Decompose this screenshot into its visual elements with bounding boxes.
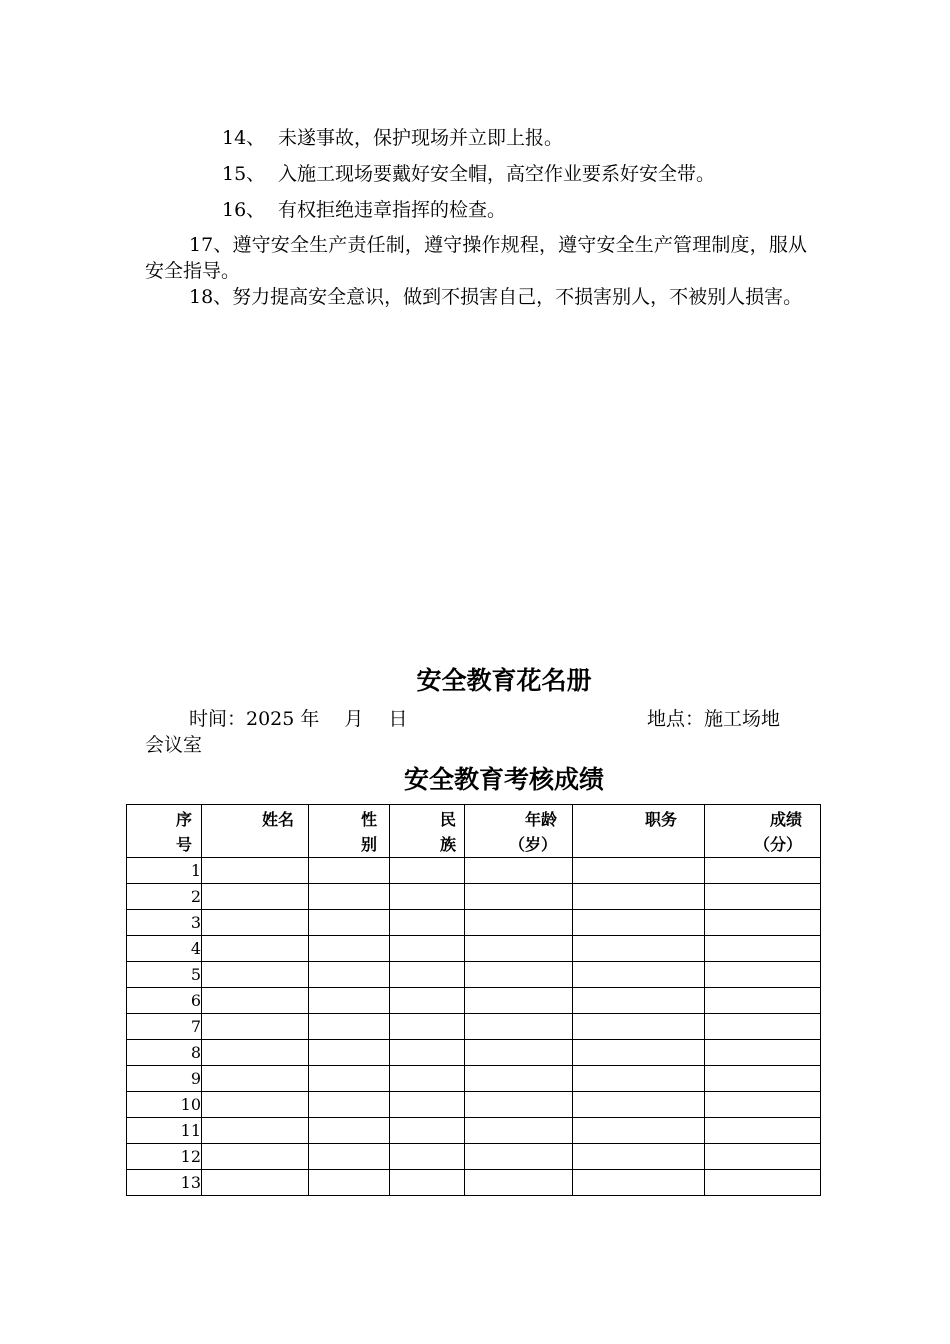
cell-ethnic[interactable] bbox=[390, 1014, 465, 1040]
cell-name[interactable] bbox=[202, 1014, 309, 1040]
cell-position[interactable] bbox=[573, 1170, 705, 1196]
cell-age[interactable] bbox=[465, 988, 573, 1014]
cell-score[interactable] bbox=[705, 962, 821, 988]
header-ethnic-label: 民 族 bbox=[439, 810, 456, 854]
cell-gender[interactable] bbox=[309, 1014, 390, 1040]
row-seq-number: 10 bbox=[127, 1092, 202, 1118]
rule-number: 15、 bbox=[222, 163, 266, 185]
header-seq bbox=[127, 805, 202, 858]
cell-name[interactable] bbox=[202, 1170, 309, 1196]
table-row bbox=[127, 1170, 821, 1196]
cell-name[interactable] bbox=[202, 936, 309, 962]
cell-ethnic[interactable] bbox=[390, 1066, 465, 1092]
row-seq-number: 2 bbox=[127, 884, 202, 910]
cell-ethnic[interactable] bbox=[390, 936, 465, 962]
rule-paragraph-17: 17、遵守安全生产责任制，遵守操作规程，遵守安全生产管理制度，服从安全指导。 bbox=[145, 234, 807, 282]
rule-text: 未遂事故，保护现场并立即上报。 bbox=[278, 127, 564, 149]
cell-gender[interactable] bbox=[309, 1170, 390, 1196]
cell-position[interactable] bbox=[573, 962, 705, 988]
cell-name[interactable] bbox=[202, 1144, 309, 1170]
cell-gender[interactable] bbox=[309, 1118, 390, 1144]
table-row bbox=[127, 884, 821, 910]
cell-name[interactable] bbox=[202, 1118, 309, 1144]
cell-ethnic[interactable] bbox=[390, 988, 465, 1014]
table-row bbox=[127, 1014, 821, 1040]
table-row bbox=[127, 1040, 821, 1066]
row-seq-number: 12 bbox=[127, 1144, 202, 1170]
cell-gender[interactable] bbox=[309, 884, 390, 910]
cell-name[interactable] bbox=[202, 1040, 309, 1066]
cell-age[interactable] bbox=[465, 1014, 573, 1040]
table-row bbox=[127, 1092, 821, 1118]
cell-ethnic[interactable] bbox=[390, 858, 465, 884]
header-gender bbox=[309, 805, 390, 858]
cell-age[interactable] bbox=[465, 1066, 573, 1092]
table-row bbox=[127, 910, 821, 936]
cell-score[interactable] bbox=[705, 988, 821, 1014]
cell-score[interactable] bbox=[705, 1040, 821, 1066]
cell-age[interactable] bbox=[465, 1118, 573, 1144]
cell-score[interactable] bbox=[705, 1066, 821, 1092]
cell-position[interactable] bbox=[573, 1014, 705, 1040]
header-name-label: 姓名 bbox=[261, 810, 294, 829]
cell-name[interactable] bbox=[202, 988, 309, 1014]
cell-age[interactable] bbox=[465, 962, 573, 988]
cell-name[interactable] bbox=[202, 1092, 309, 1118]
header-score-label: 成绩 （分） bbox=[753, 810, 802, 854]
cell-position[interactable] bbox=[573, 1118, 705, 1144]
table-row bbox=[127, 936, 821, 962]
cell-ethnic[interactable] bbox=[390, 1144, 465, 1170]
table-row bbox=[127, 988, 821, 1014]
cell-ethnic[interactable] bbox=[390, 1118, 465, 1144]
rule-number: 16、 bbox=[222, 199, 266, 221]
cell-position[interactable] bbox=[573, 1040, 705, 1066]
table-row bbox=[127, 1118, 821, 1144]
cell-age[interactable] bbox=[465, 884, 573, 910]
roster-time: 时间：2025 年 月 日 bbox=[189, 708, 408, 730]
row-seq-number: 5 bbox=[127, 962, 202, 988]
cell-age[interactable] bbox=[465, 1170, 573, 1196]
cell-gender[interactable] bbox=[309, 988, 390, 1014]
cell-score[interactable] bbox=[705, 858, 821, 884]
cell-ethnic[interactable] bbox=[390, 910, 465, 936]
rule-text: 有权拒绝违章指挥的检查。 bbox=[278, 199, 507, 221]
cell-score[interactable] bbox=[705, 936, 821, 962]
score-table bbox=[126, 804, 821, 1196]
cell-score[interactable] bbox=[705, 1118, 821, 1144]
score-table-title: 安全教育考核成绩 bbox=[403, 765, 604, 794]
row-seq-number: 7 bbox=[127, 1014, 202, 1040]
cell-gender[interactable] bbox=[309, 1092, 390, 1118]
row-seq-number: 8 bbox=[127, 1040, 202, 1066]
cell-score[interactable] bbox=[705, 1092, 821, 1118]
rule-item-16 bbox=[222, 197, 506, 223]
cell-ethnic[interactable] bbox=[390, 962, 465, 988]
rule-text: 入施工现场要戴好安全帽，高空作业要系好安全带。 bbox=[278, 163, 716, 185]
row-seq-number: 13 bbox=[127, 1170, 202, 1196]
cell-position[interactable] bbox=[573, 1092, 705, 1118]
cell-ethnic[interactable] bbox=[390, 1040, 465, 1066]
cell-ethnic[interactable] bbox=[390, 1170, 465, 1196]
cell-gender[interactable] bbox=[309, 858, 390, 884]
cell-position[interactable] bbox=[573, 884, 705, 910]
cell-age[interactable] bbox=[465, 936, 573, 962]
cell-position[interactable] bbox=[573, 858, 705, 884]
roster-location: 地点：施工场地 bbox=[647, 708, 781, 730]
cell-gender[interactable] bbox=[309, 962, 390, 988]
header-position-label: 职务 bbox=[644, 810, 677, 829]
cell-name[interactable] bbox=[202, 962, 309, 988]
row-seq-number: 1 bbox=[127, 858, 202, 884]
header-name bbox=[202, 805, 309, 858]
cell-ethnic[interactable] bbox=[390, 884, 465, 910]
cell-score[interactable] bbox=[705, 910, 821, 936]
cell-gender[interactable] bbox=[309, 1040, 390, 1066]
roster-location-continued: 会议室 bbox=[145, 734, 203, 756]
header-score bbox=[705, 805, 821, 858]
cell-position[interactable] bbox=[573, 1066, 705, 1092]
header-seq-label: 序 号 bbox=[175, 810, 192, 854]
cell-ethnic[interactable] bbox=[390, 1092, 465, 1118]
cell-name[interactable] bbox=[202, 884, 309, 910]
table-row bbox=[127, 1066, 821, 1092]
cell-score[interactable] bbox=[705, 884, 821, 910]
cell-age[interactable] bbox=[465, 1144, 573, 1170]
table-header-row bbox=[127, 805, 821, 858]
header-age bbox=[465, 805, 573, 858]
cell-age[interactable] bbox=[465, 858, 573, 884]
cell-score[interactable] bbox=[705, 1170, 821, 1196]
rule-item-14 bbox=[222, 125, 563, 151]
cell-position[interactable] bbox=[573, 936, 705, 962]
row-seq-number: 3 bbox=[127, 910, 202, 936]
cell-score[interactable] bbox=[705, 1014, 821, 1040]
cell-name[interactable] bbox=[202, 910, 309, 936]
row-seq-number: 6 bbox=[127, 988, 202, 1014]
cell-score[interactable] bbox=[705, 1144, 821, 1170]
roster-title: 安全教育花名册 bbox=[416, 666, 592, 695]
header-gender-label: 性 别 bbox=[360, 810, 377, 854]
cell-position[interactable] bbox=[573, 910, 705, 936]
cell-gender[interactable] bbox=[309, 936, 390, 962]
header-age-label: 年龄 （岁） bbox=[508, 810, 557, 854]
cell-position[interactable] bbox=[573, 1144, 705, 1170]
table-body bbox=[127, 858, 821, 1196]
table-row bbox=[127, 1144, 821, 1170]
cell-age[interactable] bbox=[465, 1040, 573, 1066]
header-ethnic bbox=[390, 805, 465, 858]
row-seq-number: 4 bbox=[127, 936, 202, 962]
table-row bbox=[127, 858, 821, 884]
cell-age[interactable] bbox=[465, 910, 573, 936]
row-seq-number: 9 bbox=[127, 1066, 202, 1092]
cell-name[interactable] bbox=[202, 858, 309, 884]
row-seq-number: 11 bbox=[127, 1118, 202, 1144]
header-position bbox=[573, 805, 705, 858]
cell-age[interactable] bbox=[465, 1092, 573, 1118]
cell-gender[interactable] bbox=[309, 910, 390, 936]
table-row bbox=[127, 962, 821, 988]
rule-paragraph-18: 18、努力提高安全意识，做到不损害自己，不损害别人，不被别人损害。 bbox=[189, 286, 803, 308]
cell-gender[interactable] bbox=[309, 1144, 390, 1170]
cell-name[interactable] bbox=[202, 1066, 309, 1092]
rule-item-15 bbox=[222, 161, 715, 187]
rule-number: 14、 bbox=[222, 127, 266, 149]
cell-gender[interactable] bbox=[309, 1066, 390, 1092]
cell-position[interactable] bbox=[573, 988, 705, 1014]
